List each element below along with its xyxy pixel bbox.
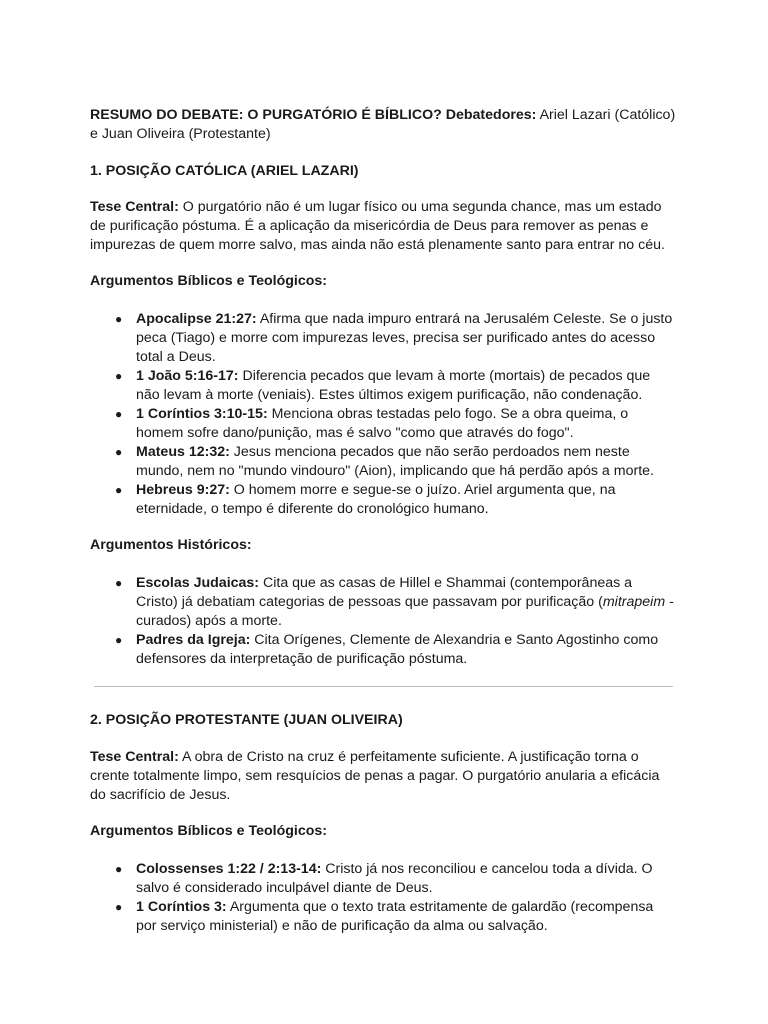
section-2-biblical-heading: Argumentos Bíblicos e Teológicos: — [90, 823, 328, 839]
argument-text: Argumenta que o texto trata estritamente de galardão (recompensa por serviço ministerial) e não de purificação da alma ou salvação. — [136, 899, 654, 934]
bullet-icon: ● — [115, 633, 123, 647]
list-item — [90, 405, 676, 443]
argument-text: Menciona obras testadas pelo fogo. Se a obra queima, o homem sofre dano/punição, mas é salvo "como que através do fogo". — [136, 406, 629, 441]
section-1-heading: 1. POSIÇÃO CATÓLICA (ARIEL LAZARI) — [90, 163, 359, 179]
historical-label: Padres da Igreja: — [136, 632, 251, 648]
bible-reference: 1 João 5:16-17: — [136, 368, 239, 384]
list-item — [90, 860, 676, 898]
list-item — [90, 898, 676, 936]
list-item — [90, 443, 676, 481]
section-divider — [94, 686, 673, 687]
section-1-historical-list — [90, 574, 676, 669]
bullet-icon: ● — [115, 483, 123, 497]
argument-text: Jesus menciona pecados que não serão perdoados nem neste mundo, nem no "mundo vindouro" (Aion), implicando que há perdão após a morte. — [136, 444, 654, 479]
bible-reference: 1 Coríntios 3: — [136, 899, 227, 915]
thesis-text: A obra de Cristo na cruz é perfeitamente suficiente. A justificação torna o crente totalmente limpo, sem resquícios de penas a pagar. O purgatório anularia a eficácia do sacrifício de Jesus. — [90, 749, 660, 803]
bible-reference: Hebreus 9:27: — [136, 482, 230, 498]
bullet-icon: ● — [115, 576, 123, 590]
historical-label: Escolas Judaicas: — [136, 575, 260, 591]
thesis-label: Tese Central: — [90, 749, 179, 765]
list-item — [90, 367, 676, 405]
bible-reference: 1 Coríntios 3:10-15: — [136, 406, 268, 422]
bible-reference: Apocalipse 21:27: — [136, 311, 257, 327]
section-1-thesis — [90, 198, 676, 255]
title-bold: RESUMO DO DEBATE: O PURGATÓRIO É BÍBLICO? Debatedores: — [90, 107, 537, 123]
list-item — [90, 310, 676, 367]
argument-text: Diferencia pecados que levam à morte (mortais) de pecados que não levam à morte (veniais). Estes últimos exigem purificação, não condenação. — [136, 368, 651, 403]
list-item — [90, 631, 676, 669]
document-title — [90, 106, 676, 144]
bullet-icon: ● — [115, 445, 123, 459]
thesis-label: Tese Central: — [90, 199, 179, 215]
bullet-icon: ● — [115, 407, 123, 421]
historical-text: Cita Orígenes, Clemente de Alexandria e Santo Agostinho como defensores da interpretação de purificação póstuma. — [136, 632, 659, 667]
title-debaters: Ariel Lazari (Católico) e Juan Oliveira (Protestante) — [90, 107, 676, 142]
bullet-icon: ● — [115, 369, 123, 383]
bullet-icon: ● — [115, 312, 123, 326]
section-2-heading: 2. POSIÇÃO PROTESTANTE (JUAN OLIVEIRA) — [90, 712, 403, 728]
argument-text: Afirma que nada impuro entrará na Jerusalém Celeste. Se o justo peca (Tiago) e morre com impurezas leves, precisa ser purificado antes do acesso total a Deus. — [136, 311, 673, 365]
historical-text: Cita que as casas de Hillel e Shammai (contemporâneas a Cristo) já debatiam categorias de pessoas que passavam por purificação ( — [136, 575, 633, 610]
section-2-thesis — [90, 748, 676, 805]
bible-reference: Mateus 12:32: — [136, 444, 230, 460]
bullet-icon: ● — [115, 862, 123, 876]
argument-text: O homem morre e segue-se o juízo. Ariel argumenta que, na eternidade, o tempo é diferente do cronológico humano. — [136, 482, 616, 517]
section-1-biblical-list — [90, 310, 676, 519]
section-1-biblical-heading: Argumentos Bíblicos e Teológicos: — [90, 273, 328, 289]
historical-italic-term: mitrapeim — [602, 594, 666, 610]
argument-text: Cristo já nos reconciliou e cancelou toda a dívida. O salvo é considerado inculpável diante de Deus. — [136, 861, 653, 896]
bible-reference: Colossenses 1:22 / 2:13-14: — [136, 861, 322, 877]
bullet-icon: ● — [115, 900, 123, 914]
list-item — [90, 574, 676, 631]
historical-text-end: - curados) após a morte. — [136, 594, 674, 629]
list-item — [90, 481, 676, 519]
thesis-text: O purgatório não é um lugar físico ou uma segunda chance, mas um estado de purificação póstuma. É a aplicação da misericórdia de Deus para remover as penas e impurezas de quem morre salvo, mas ainda não está plenamente santo para entrar no céu. — [90, 199, 665, 253]
section-1-historical-heading: Argumentos Históricos: — [90, 537, 252, 553]
section-2-biblical-list — [90, 860, 676, 936]
